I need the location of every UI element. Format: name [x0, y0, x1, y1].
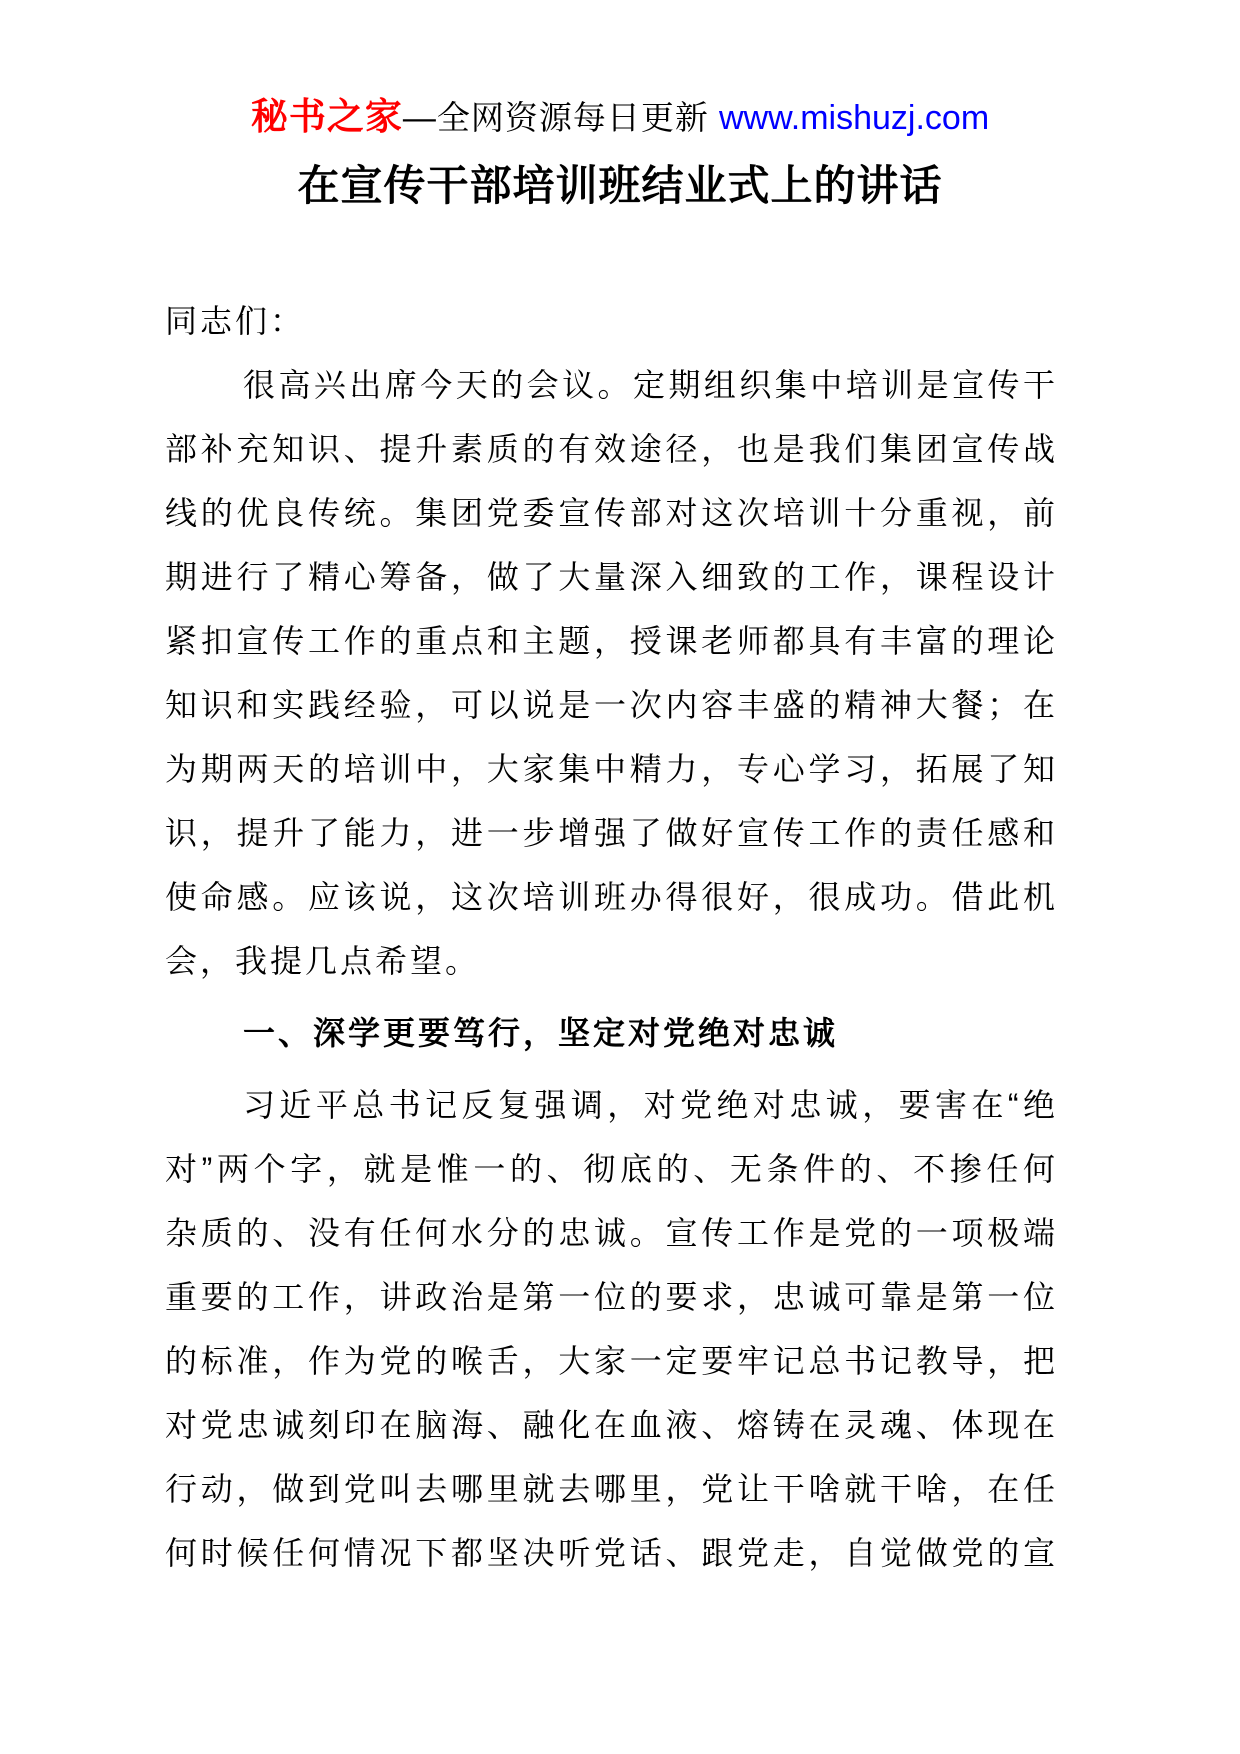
- paragraph-1-line: 线的优良传统。集团党委宣传部对这次培训十分重视，前: [165, 495, 1058, 531]
- paragraph-1-line: 使命感。应该说，这次培训班办得很好，很成功。借此机: [165, 879, 1058, 915]
- paragraph-2-line: 何时候任何情况下都坚决听党话、跟党走，自觉做党的宣: [165, 1535, 1058, 1571]
- paragraph-2-line: 的标准，作为党的喉舌，大家一定要牢记总书记教导，把: [165, 1343, 1058, 1379]
- paragraph-1-line: 会，我提几点希望。: [165, 943, 481, 979]
- paragraph-2-line: 杂质的、没有任何水分的忠诚。宣传工作是党的一项极端: [165, 1215, 1058, 1251]
- section-heading-1: 一、深学更要笃行，坚定对党绝对忠诚: [243, 1015, 839, 1051]
- paragraph-1-line: 期进行了精心筹备，做了大量深入细致的工作，课程设计: [165, 559, 1058, 595]
- paragraph-2-line: 习近平总书记反复强调，对党绝对忠诚，要害在“绝: [243, 1087, 1058, 1123]
- paragraph-2-line: 对”两个字，就是惟一的、彻底的、无条件的、不掺任何: [165, 1151, 1058, 1187]
- paragraph-2-line: 重要的工作，讲政治是第一位的要求，忠诚可靠是第一位: [165, 1279, 1058, 1315]
- salutation: 同志们：: [165, 303, 306, 339]
- document-title: 在宣传干部培训班结业式上的讲话: [297, 162, 943, 209]
- page-header: [0, 94, 1240, 141]
- paragraph-1-line: 知识和实践经验，可以说是一次内容丰盛的精神大餐；在: [165, 687, 1058, 723]
- site-url-link[interactable]: www.mishuzj.com: [719, 99, 990, 137]
- paragraph-2-line: 对党忠诚刻印在脑海、融化在血液、熔铸在灵魂、体现在: [165, 1407, 1058, 1443]
- paragraph-1-line: 为期两天的培训中，大家集中精力，专心学习，拓展了知: [165, 751, 1058, 787]
- site-name: 秘书之家: [250, 96, 403, 137]
- paragraph-1-line: 部补充知识、提升素质的有效途径，也是我们集团宣传战: [165, 431, 1058, 467]
- paragraph-2-line: 行动，做到党叫去哪里就去哪里，党让干啥就干啥，在任: [165, 1471, 1058, 1507]
- site-tagline: —全网资源每日更新: [402, 99, 719, 136]
- paragraph-1-line: 识，提升了能力，进一步增强了做好宣传工作的责任感和: [165, 815, 1058, 851]
- document-body: [165, 289, 1058, 1585]
- paragraph-1-line: 很高兴出席今天的会议。定期组织集中培训是宣传干: [243, 367, 1058, 403]
- paragraph-1-line: 紧扣宣传工作的重点和主题，授课老师都具有丰富的理论: [165, 623, 1058, 659]
